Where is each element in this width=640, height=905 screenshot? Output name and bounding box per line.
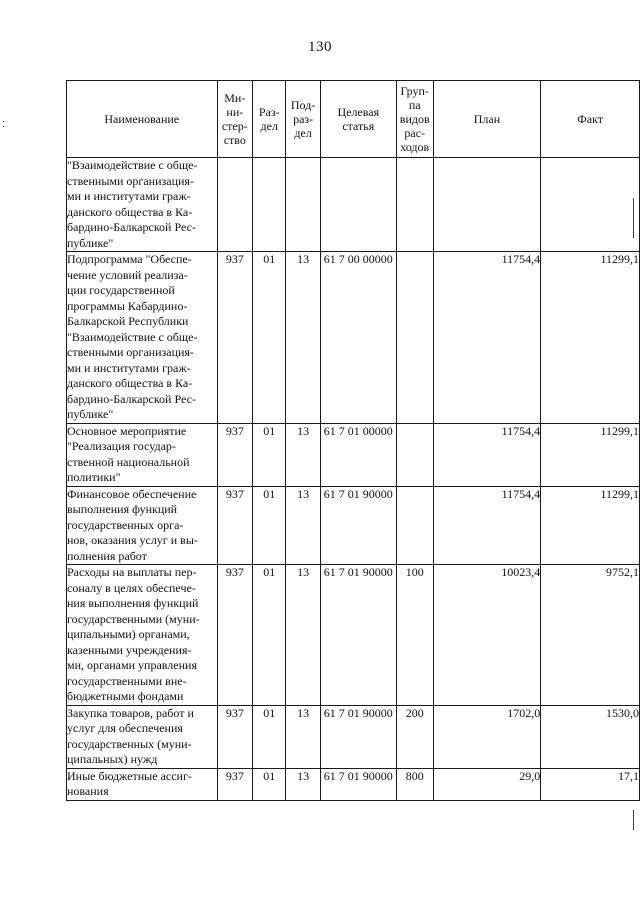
cell-fact: 11299,1: [541, 486, 640, 565]
table-body: [67, 158, 640, 801]
table-row: [67, 705, 640, 768]
cell-plan: 11754,4: [433, 486, 540, 565]
column-header-subsection: Под- раз- дел: [286, 81, 321, 158]
table-row: [67, 565, 640, 706]
cell-target: [320, 158, 396, 252]
cell-ministry: [217, 158, 253, 252]
margin-mark: :: [2, 118, 6, 130]
cell-section: 01: [253, 486, 286, 565]
table-row: [67, 423, 640, 486]
column-header-ministry: Ми- ни- стер- ство: [217, 81, 253, 158]
page-number: 130: [308, 39, 332, 55]
cell-target: 61 7 01 00000: [320, 423, 396, 486]
table-row: [67, 158, 640, 252]
cell-name: Расходы на выплаты пер- соналу в целях обеспече- ния выполнения функций государственными (муни- ципальными) органами, казенными учреждения- ми, органами управления государственными вне- бюджетными фондами: [67, 565, 218, 706]
cell-name: Закупка товаров, работ и услуг для обеспечения государственных (муни- ципальных) нужд: [67, 705, 218, 768]
table-header: [67, 81, 640, 158]
cell-group: 100: [396, 565, 433, 706]
cell-subsection: 13: [286, 423, 321, 486]
budget-table: [66, 80, 640, 801]
cell-section: 01: [253, 705, 286, 768]
cell-target: 61 7 01 90000: [320, 705, 396, 768]
binding-mark-bottom: [633, 810, 637, 830]
cell-group: 800: [396, 768, 433, 800]
cell-fact: 1530,0: [541, 705, 640, 768]
cell-subsection: 13: [286, 768, 321, 800]
cell-group: [396, 158, 433, 252]
cell-fact: 17,1: [541, 768, 640, 800]
cell-name: Финансовое обеспечение выполнения функций государственных орга- нов, оказания услуг и вы- полнения работ: [67, 486, 218, 565]
cell-ministry: 937: [217, 705, 253, 768]
table-row: [67, 768, 640, 800]
header-row: [67, 81, 640, 158]
cell-subsection: 13: [286, 252, 321, 424]
cell-fact: [541, 158, 640, 252]
cell-target: 61 7 01 90000: [320, 565, 396, 706]
cell-group: 200: [396, 705, 433, 768]
column-header-plan: План: [433, 81, 540, 158]
cell-ministry: 937: [217, 768, 253, 800]
table-row: [67, 486, 640, 565]
cell-plan: [433, 158, 540, 252]
cell-name: "Взаимодействие с обще- ственными организация- ми и институтами граж- данского общества в Ка- бардино-Балкарской Рес- публике": [67, 158, 218, 252]
cell-group: [396, 423, 433, 486]
cell-fact: 9752,1: [541, 565, 640, 706]
cell-target: 61 7 01 90000: [320, 768, 396, 800]
cell-subsection: 13: [286, 486, 321, 565]
cell-target: 61 7 00 00000: [320, 252, 396, 424]
table-row: [67, 252, 640, 424]
cell-target: 61 7 01 90000: [320, 486, 396, 565]
column-header-name: Наименование: [67, 81, 218, 158]
cell-plan: 10023,4: [433, 565, 540, 706]
cell-ministry: 937: [217, 565, 253, 706]
cell-section: 01: [253, 423, 286, 486]
column-header-section: Раз- дел: [253, 81, 286, 158]
cell-subsection: 13: [286, 705, 321, 768]
cell-plan: 11754,4: [433, 423, 540, 486]
cell-ministry: 937: [217, 486, 253, 565]
cell-group: [396, 486, 433, 565]
cell-fact: 11299,1: [541, 252, 640, 424]
column-header-fact: Факт: [541, 81, 640, 158]
cell-section: 01: [253, 565, 286, 706]
cell-plan: 29,0: [433, 768, 540, 800]
column-header-target: Целевая статья: [320, 81, 396, 158]
cell-section: [253, 158, 286, 252]
cell-plan: 11754,4: [433, 252, 540, 424]
cell-group: [396, 252, 433, 424]
cell-plan: 1702,0: [433, 705, 540, 768]
cell-subsection: [286, 158, 321, 252]
cell-subsection: 13: [286, 565, 321, 706]
cell-name: Основное мероприятие "Реализация государ- ственной национальной политики": [67, 423, 218, 486]
cell-ministry: 937: [217, 423, 253, 486]
cell-section: 01: [253, 252, 286, 424]
cell-name: Подпрограмма "Обеспе- чение условий реализа- ции государственной программы Кабардино- Балкарской Республики "Взаимодействие с обще- ственными организация- ми и институтами граж- данского общества в Ка- бардино-Балкарской Рес- публике": [67, 252, 218, 424]
cell-section: 01: [253, 768, 286, 800]
cell-name: Иные бюджетные ассиг- нования: [67, 768, 218, 800]
column-header-group: Груп- па видов рас- ходов: [396, 81, 433, 158]
cell-fact: 11299,1: [541, 423, 640, 486]
cell-ministry: 937: [217, 252, 253, 424]
